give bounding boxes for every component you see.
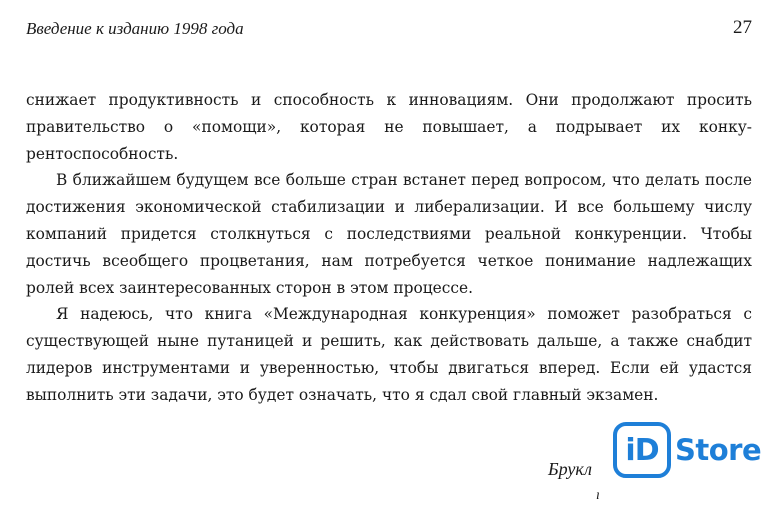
- running-header: Введение к изданию 1998 года: [26, 19, 244, 38]
- page-number: 27: [733, 17, 752, 38]
- signature-place: Брукл: [548, 459, 592, 479]
- paragraph-2: В ближайшем будущем все больше стран встанет перед вопросом, что делать после достижения экономической стабилизации и либерализации. И все большему числу компаний придется столкнуться с последствиями реальной конкуренции. Чтобы достичь всеобщего процветания, нам потребуется четкое понимание надлежащих ролей всех заинтересованных сторон в этом процессе.: [26, 171, 752, 297]
- signature-fragment: ı: [596, 488, 600, 503]
- paragraph-1: снижает продуктивность и способность к инновациям. Они продолжают просить правительство о «помощи», которая не повышает, а подрывает их конкурентоспособность.: [26, 91, 752, 163]
- body-text: [26, 87, 752, 409]
- idstore-badge-icon: iD: [613, 422, 671, 478]
- paragraph-3: Я надеюсь, что книга «Международная конкуренция» поможет разобраться с существующей ныне путаницей и решить, как действовать дальше, а также снабдит лидеров инструментами и уверенностью, чтобы двигаться вперед. Если ей удастся выполнить эти задачи, это будет означать, что я сдал свой главный экзамен.: [26, 305, 752, 404]
- idstore-brand-text: Store: [675, 433, 762, 467]
- idstore-watermark-logo: [613, 420, 773, 480]
